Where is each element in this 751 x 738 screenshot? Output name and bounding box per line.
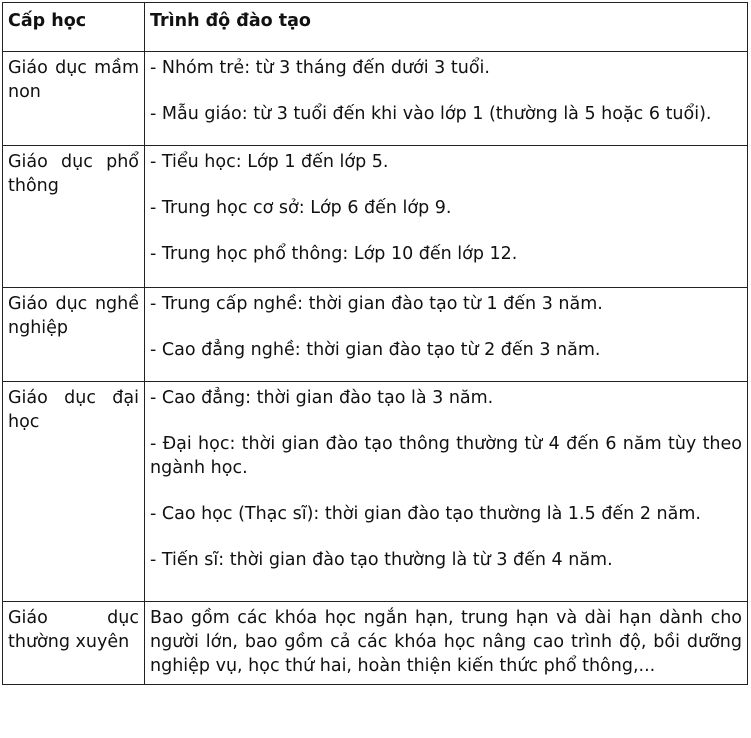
table-row <box>3 146 748 288</box>
header-level: Cấp học <box>3 3 145 52</box>
level-cell <box>3 382 145 602</box>
training-cell <box>145 52 748 146</box>
level-text: Giáo dục nghề nghiệp <box>8 294 139 338</box>
training-item: - Tiểu học: Lớp 1 đến lớp 5. <box>150 152 389 172</box>
training-item: - Trung học cơ sở: Lớp 6 đến lớp 9. <box>150 198 452 218</box>
training-item: Bao gồm các khóa học ngắn hạn, trung hạn và dài hạn dành cho người lớn, bao gồm cả các khóa học nâng cao trình độ, bồi dưỡng nghiệp vụ, học thứ hai, hoàn thiện kiến thức phổ thông,... <box>150 608 742 676</box>
training-item: - Cao đẳng: thời gian đào tạo là 3 năm. <box>150 388 494 408</box>
level-cell <box>3 602 145 685</box>
training-item: - Đại học: thời gian đào tạo thông thường từ 4 đến 6 năm tùy theo ngành học. <box>150 434 742 478</box>
level-text: Giáo dục mầm non <box>8 58 139 102</box>
training-cell <box>145 288 748 382</box>
table-row <box>3 602 748 685</box>
training-item: - Trung cấp nghề: thời gian đào tạo từ 1 đến 3 năm. <box>150 294 603 314</box>
level-text: Giáo dục đại học <box>8 388 139 432</box>
education-levels-table <box>2 2 748 685</box>
level-cell <box>3 52 145 146</box>
training-cell <box>145 382 748 602</box>
level-cell <box>3 288 145 382</box>
table-row <box>3 382 748 602</box>
training-item: - Tiến sĩ: thời gian đào tạo thường là từ 3 đến 4 năm. <box>150 550 613 570</box>
header-training: Trình độ đào tạo <box>145 3 748 52</box>
training-cell <box>145 146 748 288</box>
training-item: - Cao học (Thạc sĩ): thời gian đào tạo thường là 1.5 đến 2 năm. <box>150 504 701 524</box>
training-item: - Nhóm trẻ: từ 3 tháng đến dưới 3 tuổi. <box>150 58 490 78</box>
table-row <box>3 288 748 382</box>
level-text: Giáo dục thường xuyên <box>8 608 139 652</box>
level-cell <box>3 146 145 288</box>
training-cell <box>145 602 748 685</box>
table-header-row <box>3 3 748 52</box>
level-text: Giáo dục phổ thông <box>8 152 139 196</box>
training-item: - Cao đẳng nghề: thời gian đào tạo từ 2 đến 3 năm. <box>150 340 601 360</box>
training-item: - Trung học phổ thông: Lớp 10 đến lớp 12. <box>150 244 518 264</box>
table-row <box>3 52 748 146</box>
training-item: - Mẫu giáo: từ 3 tuổi đến khi vào lớp 1 (thường là 5 hoặc 6 tuổi). <box>150 104 712 124</box>
